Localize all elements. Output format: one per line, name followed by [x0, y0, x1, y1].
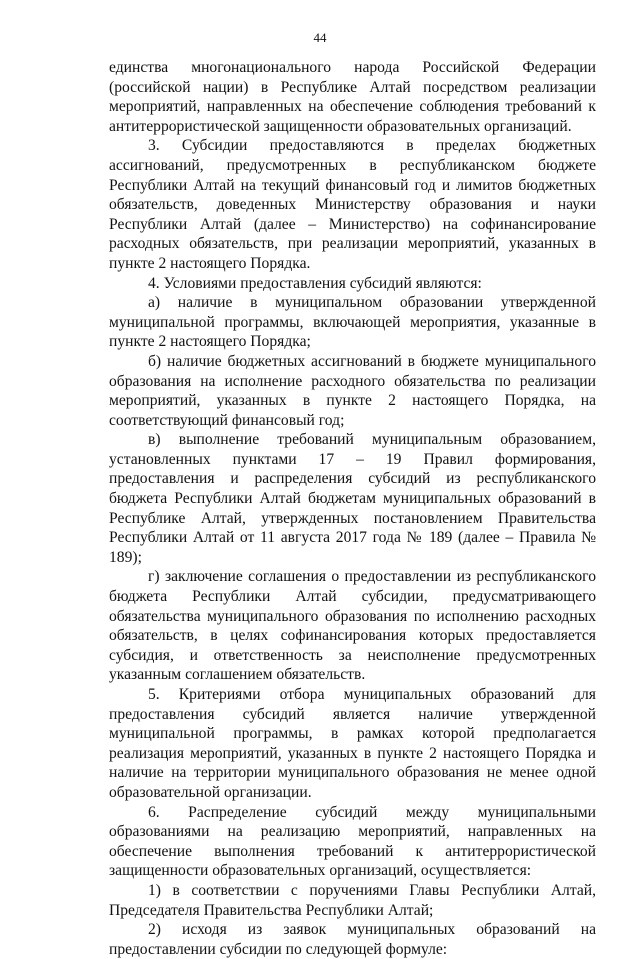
- paragraph-continuation: единства многонационального народа Российской Федерации (российской нации) в Республике Алтай посредством реализации мероприятий, направленных на обеспечение соблюдения требований к антитеррористической защищенности образовательных организаций.: [109, 59, 596, 135]
- subitem-2: 2) исходя из заявок муниципальных образований на предоставлении субсидии по следующей формуле:: [109, 921, 596, 958]
- subitem-1: 1) в соответствии с поручениями Главы Республики Алтай, Председателя Правительства Республики Алтай;: [109, 881, 596, 919]
- paragraph-item-5: 5. Критериями отбора муниципальных образований для предоставления субсидий является наличие утвержденной муниципальной программы, в рамках которой предполагается реализация мероприятий, указанных в пункте 2 настоящего Порядка и наличие на территории муниципального образования не менее одной образовательной организации.: [109, 686, 596, 801]
- subitem-g: г) заключение соглашения о предоставлении из республиканского бюджета Республики Алтай субсидии, предусматривающего обязательства муниципального образования по исполнению расходных обязательств, в целях софинансирования которых предоставляется субсидия, и ответственность за неисполнение предусмотренных указанным соглашением обязательств.: [109, 568, 596, 684]
- page-number: 44: [313, 30, 327, 45]
- document-body: [109, 58, 596, 959]
- subitem-a: а) наличие в муниципальном образовании утвержденной муниципальной программы, включающей мероприятия, указанные в пункте 2 настоящего Порядка;: [109, 294, 596, 351]
- paragraph-item-6: 6. Распределение субсидий между муниципальными образованиями на реализацию мероприятий, направленных на обеспечение выполнения требований к антитеррористической защищенности образовательных организаций, осуществляется:: [109, 803, 596, 880]
- paragraph-item-4: 4. Условиями предоставления субсидий являются:: [148, 274, 482, 292]
- subitem-b: б) наличие бюджетных ассигнований в бюджете муниципального образования на исполнение расходного обязательства по реализации мероприятий, указанных в пункте 2 настоящего Порядка, на соответствующий финансовый год;: [109, 352, 596, 429]
- paragraph-item-3: 3. Субсидии предоставляются в пределах бюджетных ассигнований, предусмотренных в республиканском бюджете Республики Алтай на текущий финансовый год и лимитов бюджетных обязательств, доведенных Министерству образования и науки Республики Алтай (далее – Министерство) на софинансирование расходных обязательств, при реализации мероприятий, указанных в пункте 2 настоящего Порядка.: [109, 137, 596, 272]
- subitem-v: в) выполнение требований муниципальным образованием, установленных пунктами 17 – 19 Правил формирования, предоставления и распределения субсидий из республиканского бюджета Республики Алтай бюджетам муниципальных образований в Республике Алтай, утвержденных постановлением Правительства Республики Алтай от 11 августа 2017 года № 189 (далее – Правила № 189);: [109, 431, 596, 566]
